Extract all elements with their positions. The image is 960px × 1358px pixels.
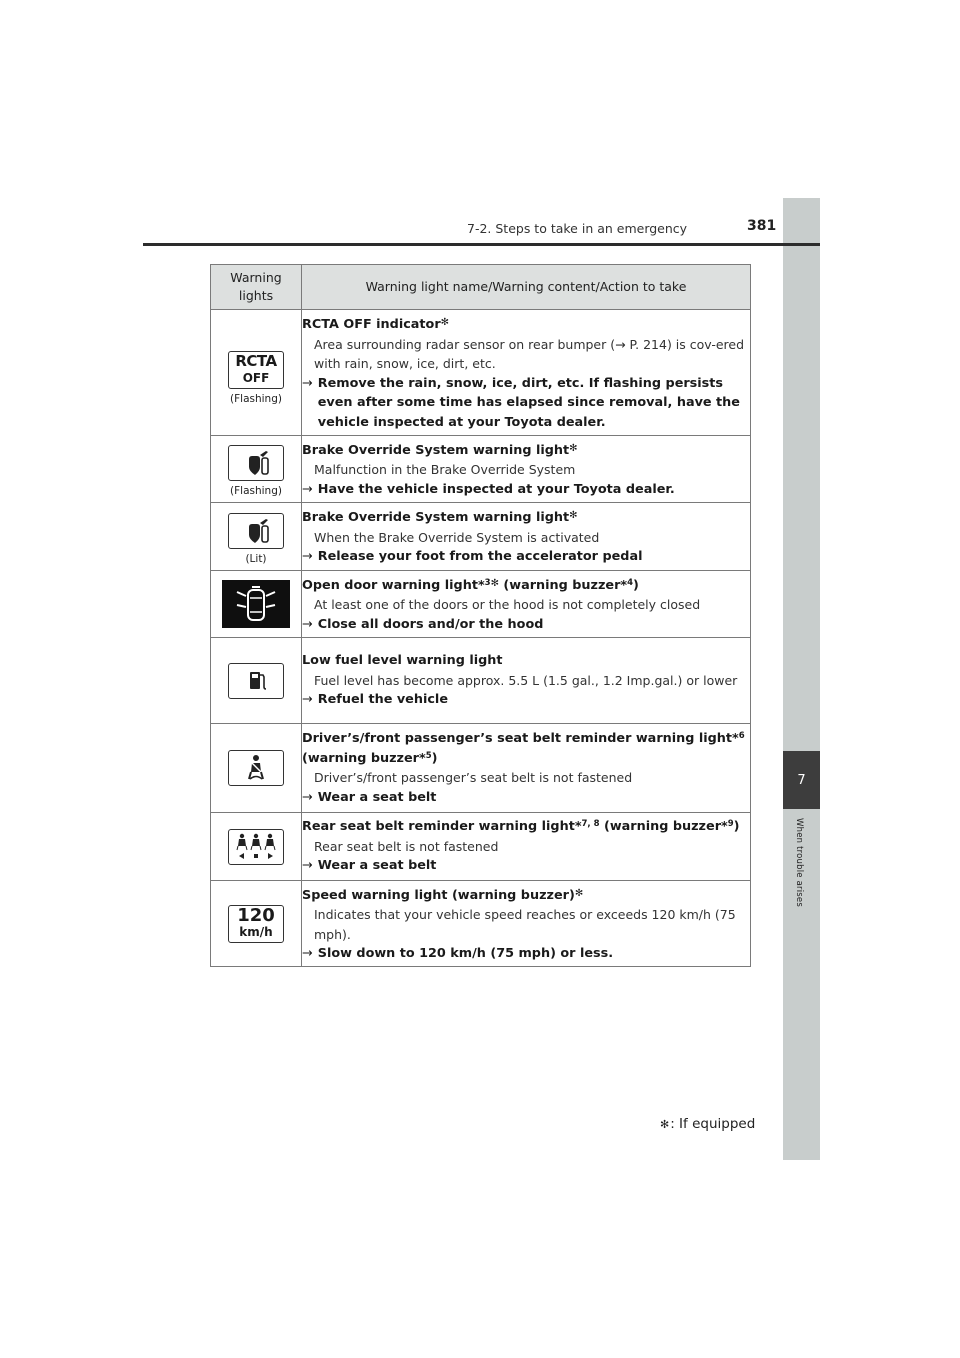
seat-belt-icon [228,750,284,786]
warning-content: When the Brake Override System is activated [314,529,600,545]
table-row [211,503,751,571]
icon-cell [211,724,302,813]
brake-override-icon [228,513,284,549]
icon-caption: (Flashing) [230,392,282,405]
warning-content: Driver’s/front passenger’s seat belt is not fastened [314,770,633,785]
warning-content: Indicates that your vehicle speed reaches or exceeds 120 km/h (75 mph). [314,907,736,942]
side-chapter-title: When trouble arises [794,818,804,907]
warning-name: Driver’s/front passenger’s seat belt reminder warning light*$^6$ (warning buzzer*$^5$) [302,731,745,766]
warning-content: Fuel level has become approx. 5.5 L (1.5 gal., 1.2 Imp.gal.) or lower [314,672,738,688]
table-header-row [211,265,751,310]
warning-content: At least one of the doors or the hood is not completely closed [314,597,701,613]
table-row [211,571,751,638]
fuel-pump-icon [228,663,284,699]
content-cell [302,436,751,503]
content-cell [302,724,751,813]
table-row [211,638,751,724]
table-row [211,436,751,503]
content-cell [302,881,751,967]
table-row [211,881,751,967]
icon-caption: (Flashing) [230,485,282,497]
col-header-description: Warning light name/Warning content/Action to take [302,265,751,310]
warning-name: Speed warning light (warning buzzer)✻ [302,887,584,903]
icon-cell [211,813,302,881]
warning-name: Brake Override System warning light✻ [302,442,578,458]
icon-cell [211,436,302,503]
footnote: ✻: If equipped [660,1116,756,1132]
side-tab [783,198,820,1160]
warning-name: Open door warning light*$^{3✻}$ (warning buzzer*$^4$) [302,577,639,593]
icon-cell [211,881,302,967]
col-header-warning-lights: Warning lights [211,265,302,310]
warning-name: Brake Override System warning light✻ [302,510,578,526]
side-chapter-number: 7 [783,751,820,809]
warning-action: → Have the vehicle inspected at your Toyota dealer. [302,481,675,497]
warning-name: Low fuel level warning light [302,653,503,669]
warning-content: Malfunction in the Brake Override System [314,462,576,478]
icon-cell [211,310,302,436]
content-cell [302,310,751,436]
warning-action: → Slow down to 120 km/h (75 mph) or less. [302,946,614,961]
open-door-icon [222,580,290,628]
speed-warning-icon: 120 km/h [228,905,284,943]
warning-action: → Refuel the vehicle [302,692,448,708]
icon-cell [211,571,302,638]
warning-action: → Wear a seat belt [302,789,437,805]
content-cell [302,813,751,881]
content-cell [302,571,751,638]
header-section-title: 7-2. Steps to take in an emergency [467,221,688,236]
warning-action: → Release your foot from the accelerator pedal [302,549,643,565]
warning-action: → Close all doors and/or the hood [302,616,544,632]
page-number: 381 [747,218,777,234]
warning-lights-table [210,264,751,967]
warning-action: → Remove the rain, snow, ice, dirt, etc. If flashing persists even after some time has elapsed since removal, have the vehicle inspected at your Toyota dealer. [302,375,740,430]
icon-cell [211,638,302,724]
table-row [211,813,751,881]
icon-caption: (Lit) [245,552,267,565]
table-row [211,724,751,813]
icon-cell [211,503,302,571]
warning-name: RCTA OFF indicator✻ [302,317,450,332]
warning-name: Rear seat belt reminder warning light*$^{7, 8}$ (warning buzzer*$^9$) [302,819,740,835]
content-cell [302,503,751,571]
brake-override-icon [228,445,284,481]
warning-content: Rear seat belt is not fastened [314,838,499,854]
rear-seat-belt-icon [228,829,284,865]
warning-action: → Wear a seat belt [302,858,437,874]
table-row [211,310,751,436]
header-rule [143,243,820,246]
rcta-off-icon: RCTA OFF [228,351,284,389]
content-cell [302,638,751,724]
warning-content: Area surrounding radar sensor on rear bumper (→ P. 214) is cov-ered with rain, snow, ice, dirt, etc. [314,336,745,371]
